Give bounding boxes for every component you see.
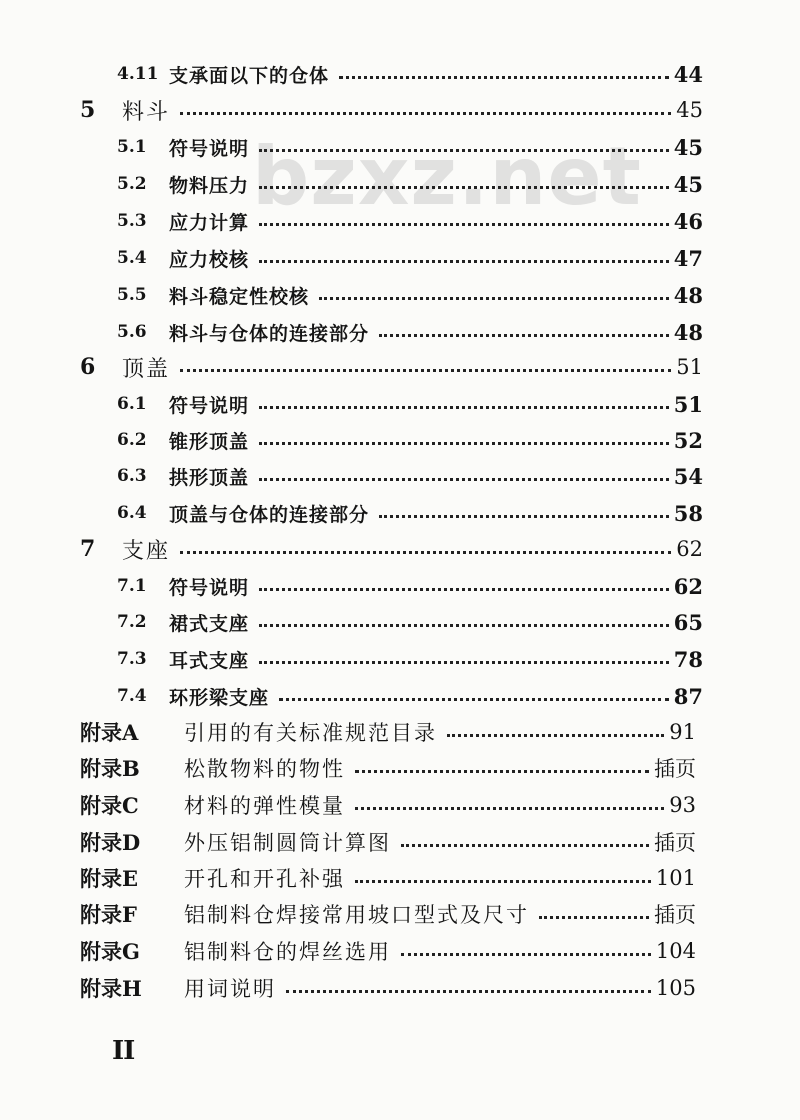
entry-page-number: 104	[655, 939, 696, 963]
subsection-entry[interactable]	[117, 606, 703, 638]
entry-number: 附录F	[80, 902, 137, 927]
entry-page-number: 插页	[654, 831, 696, 855]
entry-number: 5	[80, 97, 96, 123]
entry-title: 铝制料仓的焊丝选用	[184, 940, 391, 964]
entry-title: 开孔和开孔补强	[184, 867, 345, 891]
dot-leader	[180, 369, 671, 372]
dot-leader	[319, 297, 669, 300]
subsection-entry[interactable]	[117, 279, 703, 311]
dot-leader	[286, 990, 651, 993]
entry-number: 附录E	[80, 866, 139, 891]
entry-page-number: 105	[655, 976, 696, 1000]
entry-page-number: 91	[669, 720, 696, 744]
entry-number: 5.1	[117, 137, 147, 157]
subsection-entry[interactable]	[117, 316, 703, 348]
dot-leader	[539, 916, 649, 919]
dot-leader	[379, 334, 669, 337]
entry-page-number: 48	[673, 319, 703, 345]
entry-title: 外压铝制圆筒计算图	[184, 831, 391, 855]
dot-leader	[279, 698, 669, 701]
dot-leader	[401, 953, 651, 956]
entry-number: 7.1	[117, 576, 147, 596]
entry-title: 顶盖与仓体的连接部分	[169, 503, 370, 526]
dot-leader	[259, 661, 669, 664]
dot-leader	[355, 880, 651, 883]
appendix-entry[interactable]	[80, 862, 696, 894]
subsection-entry[interactable]	[117, 424, 703, 456]
entry-page-number: 78	[673, 646, 703, 672]
entry-number: 6.4	[117, 503, 147, 523]
section-entry[interactable]	[80, 351, 703, 383]
entry-page-number: 54	[673, 463, 703, 489]
entry-page-number: 45	[673, 171, 703, 197]
entry-title: 环形梁支座	[169, 686, 270, 709]
entry-page-number: 51	[673, 391, 703, 417]
entry-title: 裙式支座	[169, 612, 250, 635]
entry-title: 拱形顶盖	[169, 466, 250, 489]
subsection-entry[interactable]	[117, 388, 703, 420]
entry-number: 5.4	[117, 248, 147, 268]
entry-page-number: 58	[673, 500, 703, 526]
entry-title: 符号说明	[169, 394, 250, 417]
dot-leader	[355, 770, 649, 773]
entry-page-number: 45	[673, 134, 703, 160]
entry-title: 料斗	[122, 99, 171, 125]
subsection-entry[interactable]	[117, 168, 703, 200]
dot-leader	[259, 186, 669, 189]
entry-page-number: 62	[676, 537, 703, 561]
entry-page-number: 62	[673, 573, 703, 599]
entry-number: 附录B	[80, 756, 140, 781]
entry-title: 引用的有关标准规范目录	[184, 721, 437, 745]
entry-title: 用词说明	[184, 977, 276, 1001]
dot-leader	[379, 515, 669, 518]
entry-title: 料斗与仓体的连接部分	[169, 322, 370, 345]
entry-number: 附录G	[80, 939, 140, 964]
subsection-entry[interactable]	[117, 205, 703, 237]
entry-number: 附录H	[80, 976, 142, 1001]
appendix-entry[interactable]	[80, 789, 696, 821]
dot-leader	[180, 551, 671, 554]
entry-page-number: 51	[676, 355, 703, 379]
entry-title: 铝制料仓焊接常用坡口型式及尺寸	[184, 903, 529, 927]
dot-leader	[259, 406, 669, 409]
entry-title: 锥形顶盖	[169, 430, 250, 453]
entry-page-number: 65	[673, 609, 703, 635]
entry-page-number: 52	[673, 427, 703, 453]
entry-number: 5.3	[117, 211, 147, 231]
dot-leader	[259, 588, 669, 591]
entry-number: 7	[80, 536, 96, 562]
subsection-entry[interactable]	[117, 680, 703, 712]
dot-leader	[180, 112, 671, 115]
entry-title: 耳式支座	[169, 649, 250, 672]
entry-title: 松散物料的物性	[184, 757, 345, 781]
entry-page-number: 47	[673, 245, 703, 271]
entry-number: 5.5	[117, 285, 147, 305]
dot-leader	[447, 734, 664, 737]
entry-number: 6.2	[117, 430, 147, 450]
entry-title: 物料压力	[169, 174, 250, 197]
subsection-entry[interactable]	[117, 58, 703, 90]
dot-leader	[401, 844, 649, 847]
subsection-entry[interactable]	[117, 242, 703, 274]
section-entry[interactable]	[80, 533, 703, 565]
entry-title: 应力计算	[169, 211, 250, 234]
watermark: bzxz.net	[252, 130, 642, 223]
dot-leader	[355, 807, 664, 810]
entry-page-number: 44	[673, 61, 703, 87]
entry-number: 附录A	[80, 720, 139, 745]
dot-leader	[259, 624, 669, 627]
dot-leader	[259, 223, 669, 226]
subsection-entry[interactable]	[117, 643, 703, 675]
entry-number: 4.11	[117, 64, 159, 84]
entry-page-number: 46	[673, 208, 703, 234]
entry-number: 6.1	[117, 394, 147, 414]
appendix-entry[interactable]	[80, 935, 696, 967]
entry-number: 6	[80, 354, 96, 380]
entry-number: 5.6	[117, 322, 147, 342]
dot-leader	[259, 442, 669, 445]
entry-number: 附录D	[80, 830, 141, 855]
appendix-entry[interactable]	[80, 716, 696, 748]
entry-title: 顶盖	[122, 356, 171, 382]
entry-number: 7.2	[117, 612, 147, 632]
entry-page-number: 101	[655, 866, 696, 890]
subsection-entry[interactable]	[117, 497, 703, 529]
entry-number: 7.4	[117, 686, 147, 706]
entry-title: 符号说明	[169, 137, 250, 160]
entry-title: 料斗稳定性校核	[169, 285, 310, 308]
dot-leader	[259, 260, 669, 263]
entry-title: 材料的弹性模量	[184, 794, 345, 818]
entry-title: 应力校核	[169, 248, 250, 271]
entry-page-number: 插页	[654, 903, 696, 927]
subsection-entry[interactable]	[117, 131, 703, 163]
entry-title: 符号说明	[169, 576, 250, 599]
appendix-entry[interactable]	[80, 972, 696, 1004]
entry-page-number: 48	[673, 282, 703, 308]
entry-page-number: 插页	[654, 757, 696, 781]
dot-leader	[259, 478, 669, 481]
entry-title: 支承面以下的仓体	[169, 64, 330, 87]
entry-number: 附录C	[80, 793, 139, 818]
section-entry[interactable]	[80, 94, 703, 126]
appendix-entry[interactable]	[80, 898, 696, 930]
subsection-entry[interactable]	[117, 570, 703, 602]
entry-page-number: 87	[673, 683, 703, 709]
entry-page-number: 45	[676, 98, 703, 122]
entry-number: 6.3	[117, 466, 147, 486]
entry-number: 5.2	[117, 174, 147, 194]
entry-number: 7.3	[117, 649, 147, 669]
dot-leader	[259, 149, 669, 152]
entry-title: 支座	[122, 538, 171, 564]
dot-leader	[339, 76, 669, 79]
page-number: II	[112, 1036, 135, 1066]
entry-page-number: 93	[669, 793, 696, 817]
appendix-entry[interactable]	[80, 752, 696, 784]
appendix-entry[interactable]	[80, 826, 696, 858]
subsection-entry[interactable]	[117, 460, 703, 492]
